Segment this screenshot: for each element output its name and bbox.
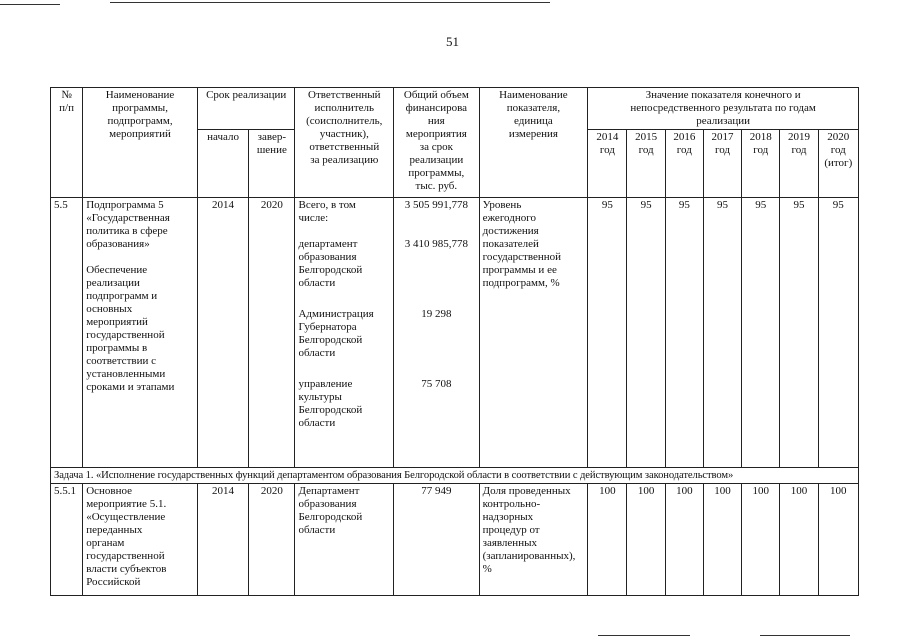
scan-edge-top xyxy=(110,2,550,3)
row-start: 2014 xyxy=(197,484,248,596)
row-name: Основное мероприятие 5.1. «Осуществление переданных органам государственной власти субъектов Российской xyxy=(83,484,198,596)
row-end: 2020 xyxy=(249,484,295,596)
task-row xyxy=(51,468,859,484)
value-2016: 100 xyxy=(665,484,703,596)
amount-governor-admin: 19 298 xyxy=(421,308,452,320)
header-name: Наименование программы, подпрограмм, мероприятий xyxy=(83,88,198,198)
row-start: 2014 xyxy=(197,198,248,468)
value-2017: 95 xyxy=(703,198,741,468)
header-year-2015: 2015 год xyxy=(627,130,665,198)
header-num: № п/п xyxy=(51,88,83,198)
row-num: 5.5.1 xyxy=(51,484,83,596)
scan-edge-bottom-right xyxy=(760,635,850,636)
value-2020: 95 xyxy=(818,198,858,468)
value-2019: 100 xyxy=(780,484,818,596)
executor-total: Всего, в том числе: xyxy=(298,199,356,224)
value-2018: 95 xyxy=(742,198,780,468)
header-period-start: начало xyxy=(197,130,248,198)
amount-dept-education: 3 410 985,778 xyxy=(404,238,468,250)
amount-culture-dept: 75 708 xyxy=(421,378,452,390)
table-row xyxy=(51,484,859,596)
header-year-2020: 2020 год (итог) xyxy=(818,130,858,198)
value-2017: 100 xyxy=(703,484,741,596)
value-2014: 95 xyxy=(588,198,627,468)
scan-edge-top-left xyxy=(0,4,60,5)
row-executors xyxy=(295,198,394,468)
header-year-2016: 2016 год xyxy=(665,130,703,198)
amount-total: 3 505 991,778 xyxy=(404,199,468,211)
header-funding: Общий объем финансирова ния мероприятия за срок реализации программы, тыс. руб. xyxy=(394,88,480,198)
header-row-1 xyxy=(51,88,859,130)
value-2016: 95 xyxy=(665,198,703,468)
header-year-2017: 2017 год xyxy=(703,130,741,198)
header-year-2014: 2014 год xyxy=(588,130,627,198)
header-indicator: Наименование показателя, единица измерения xyxy=(479,88,588,198)
page-number: 51 xyxy=(446,34,459,49)
value-2015: 100 xyxy=(627,484,665,596)
executor-governor-admin: Администрация Губернатора Белгородской области xyxy=(298,308,374,359)
row-num: 5.5 xyxy=(51,198,83,468)
row-amount: 77 949 xyxy=(394,484,480,596)
table-row xyxy=(51,198,859,468)
row-executor: Департамент образования Белгородской области xyxy=(295,484,394,596)
header-year-2018: 2018 год xyxy=(742,130,780,198)
value-2015: 95 xyxy=(627,198,665,468)
row-end: 2020 xyxy=(249,198,295,468)
row-indicator: Доля проведенных контрольно- надзорных процедур от заявленных (запланированных), % xyxy=(479,484,588,596)
row-indicator: Уровень ежегодного достижения показателей государственной программы и ее подпрограмм, % xyxy=(479,198,588,468)
header-values-title: Значение показателя конечного и непосредственного результата по годам реализации xyxy=(588,88,859,130)
header-executor: Ответственный исполнитель (соисполнитель, участник), ответственный за реализацию xyxy=(295,88,394,198)
executor-culture-dept: управление культуры Белгородской области xyxy=(298,378,363,429)
value-2014: 100 xyxy=(588,484,627,596)
program-table xyxy=(50,87,859,596)
value-2020: 100 xyxy=(818,484,858,596)
row-amounts xyxy=(394,198,480,468)
executor-dept-education: департамент образования Белгородской области xyxy=(298,238,363,289)
task-1-title: Задача 1. «Исполнение государственных функций департаментом образования Белгородской области в соответствии с действующим законодательством» xyxy=(51,468,859,484)
scan-edge-bottom-left xyxy=(598,635,690,636)
header-period-end: завер- шение xyxy=(249,130,295,198)
row-name: Подпрограмма 5 «Государственная политика в сфере образования» Обеспечение реализации подпрограмм и основных мероприятий государственной программы в соответствии с установленными сроками и этапами xyxy=(83,198,198,468)
value-2018: 100 xyxy=(742,484,780,596)
value-2019: 95 xyxy=(780,198,818,468)
header-year-2019: 2019 год xyxy=(780,130,818,198)
header-period: Срок реализации xyxy=(197,88,295,130)
